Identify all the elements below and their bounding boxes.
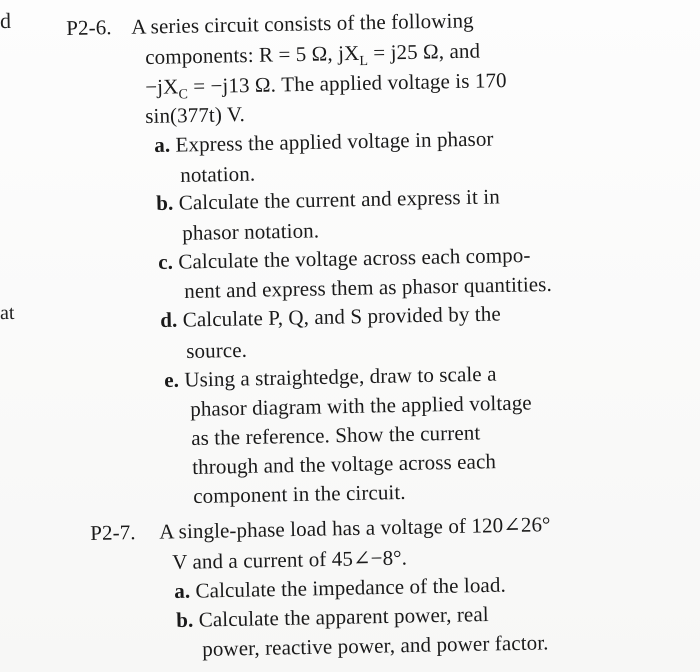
sub-question-a [154, 126, 494, 158]
item-label: d. [160, 307, 178, 332]
item-text: through and the voltage across each [192, 449, 497, 479]
item-label: a. [154, 132, 171, 157]
problem-text-line [145, 68, 507, 104]
problem-number: P2-6. [66, 15, 112, 40]
sub-question-e [164, 362, 497, 393]
item-text: Calculate the impedance of the load. [195, 572, 507, 603]
item-text: phasor diagram with the applied voltage [190, 390, 532, 421]
item-text: Calculate P, Q, and S provided by the [182, 301, 501, 332]
problem-2-6-header [66, 8, 474, 41]
item-label: e. [164, 367, 180, 392]
item-text: as the reference. Show the current [191, 420, 481, 450]
sub-question-b [156, 184, 500, 216]
problem-text: = −j13 Ω. The applied voltage is 170 [187, 68, 507, 99]
item-text: power, reactive power, and power factor. [202, 630, 549, 661]
sub-question-b [176, 602, 489, 633]
margin-fragment-bottom: at [0, 301, 15, 325]
problem-text: = j25 Ω, and [367, 38, 481, 65]
problem-text-line: A single-phase load has a voltage of 120∠26° [158, 512, 551, 544]
margin-fragment-top: d [0, 7, 12, 34]
item-text: Express the applied voltage in phasor [175, 126, 494, 157]
item-text: Using a straightedge, draw to scale a [184, 361, 497, 392]
item-text: Calculate the voltage across each compo- [178, 242, 531, 274]
problem-text-line: V and a current of 45∠−8°. [172, 545, 408, 574]
item-text: Calculate the apparent power, real [198, 602, 489, 632]
problem-number: P2-7. [90, 520, 136, 545]
item-label: b. [156, 190, 174, 215]
subscript: C [178, 87, 189, 103]
item-label: a. [174, 578, 191, 603]
item-text: nent and express them as phasor quantities. [184, 271, 553, 303]
item-label: b. [176, 607, 194, 632]
sub-question-d [160, 301, 501, 333]
item-text: phasor notation. [182, 218, 320, 245]
item-text: Calculate the current and express it in [178, 184, 501, 215]
item-label: c. [158, 249, 174, 274]
sub-question-a [174, 573, 506, 604]
item-text: component in the circuit. [193, 479, 406, 508]
sub-question-c [158, 243, 531, 275]
problem-text: −jX [145, 74, 179, 99]
problem-text-line: A series circuit consists of the following [130, 8, 474, 39]
subscript: L [359, 53, 369, 70]
problem-2-7-header [90, 512, 551, 546]
item-text: notation. [180, 161, 256, 187]
problem-text-line: sin(377t) V. [145, 102, 246, 128]
item-text: source. [186, 337, 248, 363]
problem-text: components: R = 5 Ω, jX [145, 40, 360, 69]
